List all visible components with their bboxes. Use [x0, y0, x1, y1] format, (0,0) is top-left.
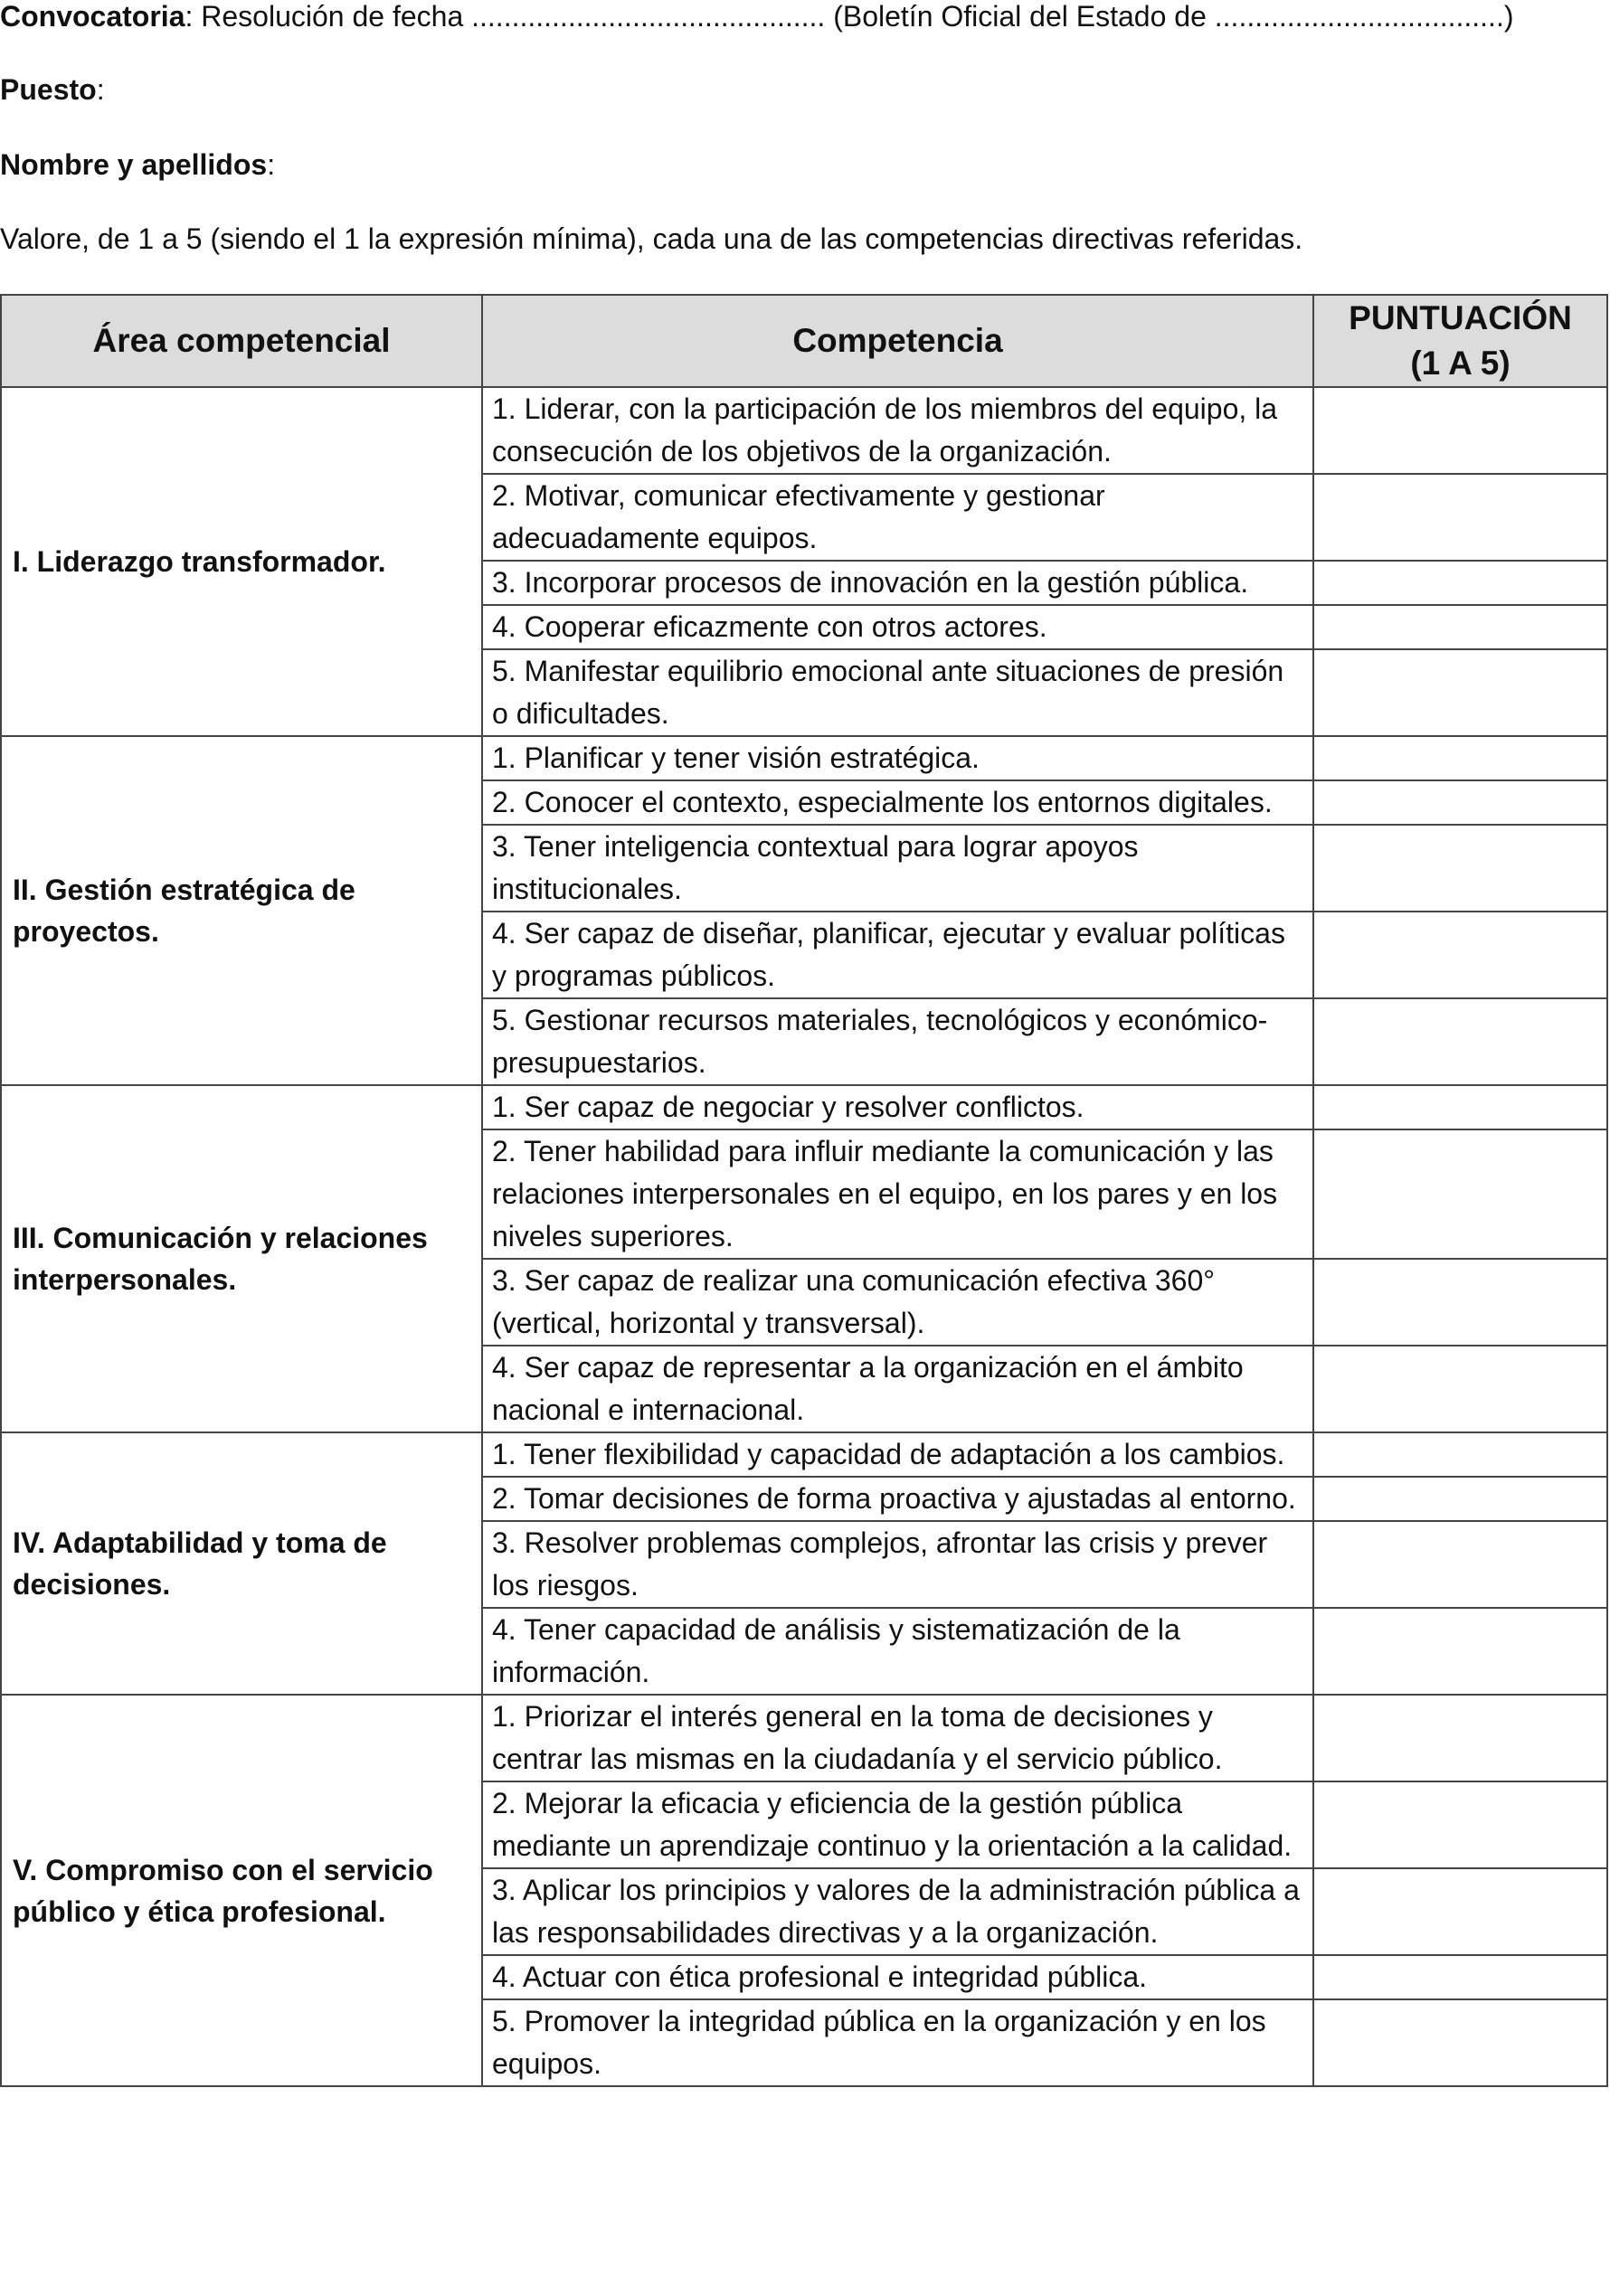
score-input-cell[interactable]: [1313, 649, 1607, 736]
area-title-cell: III. Comunicación y relaciones interpersonales.: [1, 1085, 482, 1432]
table-row: [1, 1432, 1607, 1477]
score-input-cell[interactable]: [1313, 387, 1607, 474]
competencia-cell: 1. Tener flexibilidad y capacidad de adaptación a los cambios.: [482, 1432, 1313, 1477]
competencia-cell: 3. Resolver problemas complejos, afrontar las crisis y prever los riesgos.: [482, 1521, 1313, 1608]
convocatoria-text: : Resolución de fecha ............................................ (Boletín Oficial del Estado de ....................................): [185, 0, 1514, 33]
competencia-cell: 5. Promover la integridad pública en la organización y en los equipos.: [482, 1999, 1313, 2086]
score-input-cell[interactable]: [1313, 1259, 1607, 1346]
competencia-cell: 4. Ser capaz de diseñar, planificar, ejecutar y evaluar políticas y programas públicos.: [482, 912, 1313, 998]
score-input-cell[interactable]: [1313, 1521, 1607, 1608]
score-input-cell[interactable]: [1313, 1695, 1607, 1781]
nombre-colon: :: [267, 148, 276, 181]
header-puntuacion-line2: (1 A 5): [1410, 345, 1511, 382]
area-title-cell: I. Liderazgo transformador.: [1, 387, 482, 736]
competencia-cell: 5. Manifestar equilibrio emocional ante situaciones de presión o dificultades.: [482, 649, 1313, 736]
table-row: [1, 1085, 1607, 1129]
competencia-cell: 3. Ser capaz de realizar una comunicación efectiva 360° (vertical, horizontal y transversal).: [482, 1259, 1313, 1346]
score-input-cell[interactable]: [1313, 1608, 1607, 1695]
competencia-cell: 2. Motivar, comunicar efectivamente y gestionar adecuadamente equipos.: [482, 474, 1313, 561]
competencia-cell: 1. Ser capaz de negociar y resolver conflictos.: [482, 1085, 1313, 1129]
score-input-cell[interactable]: [1313, 1085, 1607, 1129]
score-input-cell[interactable]: [1313, 1432, 1607, 1477]
convocatoria-label: Convocatoria: [0, 0, 185, 33]
competencia-cell: 5. Gestionar recursos materiales, tecnológicos y económico-presupuestarios.: [482, 998, 1313, 1085]
competencia-cell: 4. Cooperar eficazmente con otros actores.: [482, 605, 1313, 649]
competencia-cell: 2. Conocer el contexto, especialmente los entornos digitales.: [482, 780, 1313, 825]
competencia-cell: 1. Liderar, con la participación de los miembros del equipo, la consecución de los objetivos de la organización.: [482, 387, 1313, 474]
area-title-cell: V. Compromiso con el servicio público y ética profesional.: [1, 1695, 482, 2086]
competencia-cell: 2. Mejorar la eficacia y eficiencia de la gestión pública mediante un aprendizaje continuo y la orientación a la calidad.: [482, 1781, 1313, 1868]
score-input-cell[interactable]: [1313, 912, 1607, 998]
score-input-cell[interactable]: [1313, 474, 1607, 561]
score-input-cell[interactable]: [1313, 736, 1607, 780]
competencia-cell: 4. Ser capaz de representar a la organización en el ámbito nacional e internacional.: [482, 1346, 1313, 1432]
header-competencia: Competencia: [482, 295, 1313, 387]
table-row: [1, 736, 1607, 780]
competencia-cell: 2. Tener habilidad para influir mediante la comunicación y las relaciones interpersonales en el equipo, en los pares y en los niveles superiores.: [482, 1129, 1313, 1259]
nombre-label: Nombre y apellidos: [0, 148, 268, 181]
competencia-cell: 3. Incorporar procesos de innovación en la gestión pública.: [482, 561, 1313, 605]
table-body: [1, 387, 1607, 2086]
puesto-colon: :: [96, 73, 105, 106]
puesto-label: Puesto: [0, 73, 97, 106]
competencia-cell: 3. Tener inteligencia contextual para lograr apoyos institucionales.: [482, 825, 1313, 912]
score-input-cell[interactable]: [1313, 1346, 1607, 1432]
competencia-cell: 1. Planificar y tener visión estratégica.: [482, 736, 1313, 780]
score-input-cell[interactable]: [1313, 998, 1607, 1085]
convocatoria-line: [0, 0, 1513, 34]
score-input-cell[interactable]: [1313, 1955, 1607, 1999]
header-puntuacion-line1: PUNTUACIÓN: [1349, 299, 1572, 336]
score-input-cell[interactable]: [1313, 1129, 1607, 1259]
score-input-cell[interactable]: [1313, 1868, 1607, 1955]
score-input-cell[interactable]: [1313, 1999, 1607, 2086]
competencia-cell: 4. Tener capacidad de análisis y sistematización de la información.: [482, 1608, 1313, 1695]
nombre-line: [0, 146, 275, 183]
table-header-row: [1, 295, 1607, 387]
score-input-cell[interactable]: [1313, 605, 1607, 649]
area-title-cell: II. Gestión estratégica de proyectos.: [1, 736, 482, 1085]
score-input-cell[interactable]: [1313, 825, 1607, 912]
score-input-cell[interactable]: [1313, 1781, 1607, 1868]
header-puntuacion: [1313, 295, 1607, 387]
puesto-line: [0, 71, 105, 108]
competencia-cell: 4. Actuar con ética profesional e integridad pública.: [482, 1955, 1313, 1999]
score-input-cell[interactable]: [1313, 780, 1607, 825]
table-row: [1, 387, 1607, 474]
competencia-cell: 2. Tomar decisiones de forma proactiva y ajustadas al entorno.: [482, 1477, 1313, 1521]
competencia-cell: 3. Aplicar los principios y valores de la administración pública a las responsabilidades directivas y a la organización.: [482, 1868, 1313, 1955]
header-area: Área competencial: [1, 295, 482, 387]
score-input-cell[interactable]: [1313, 1477, 1607, 1521]
table-row: [1, 1695, 1607, 1781]
instruction-text: Valore, de 1 a 5 (siendo el 1 la expresión mínima), cada una de las competencias directivas referidas.: [0, 222, 1303, 255]
competencia-cell: 1. Priorizar el interés general en la toma de decisiones y centrar las mismas en la ciudadanía y el servicio público.: [482, 1695, 1313, 1781]
competencies-table: [0, 294, 1608, 2087]
area-title-cell: IV. Adaptabilidad y toma de decisiones.: [1, 1432, 482, 1695]
score-input-cell[interactable]: [1313, 561, 1607, 605]
